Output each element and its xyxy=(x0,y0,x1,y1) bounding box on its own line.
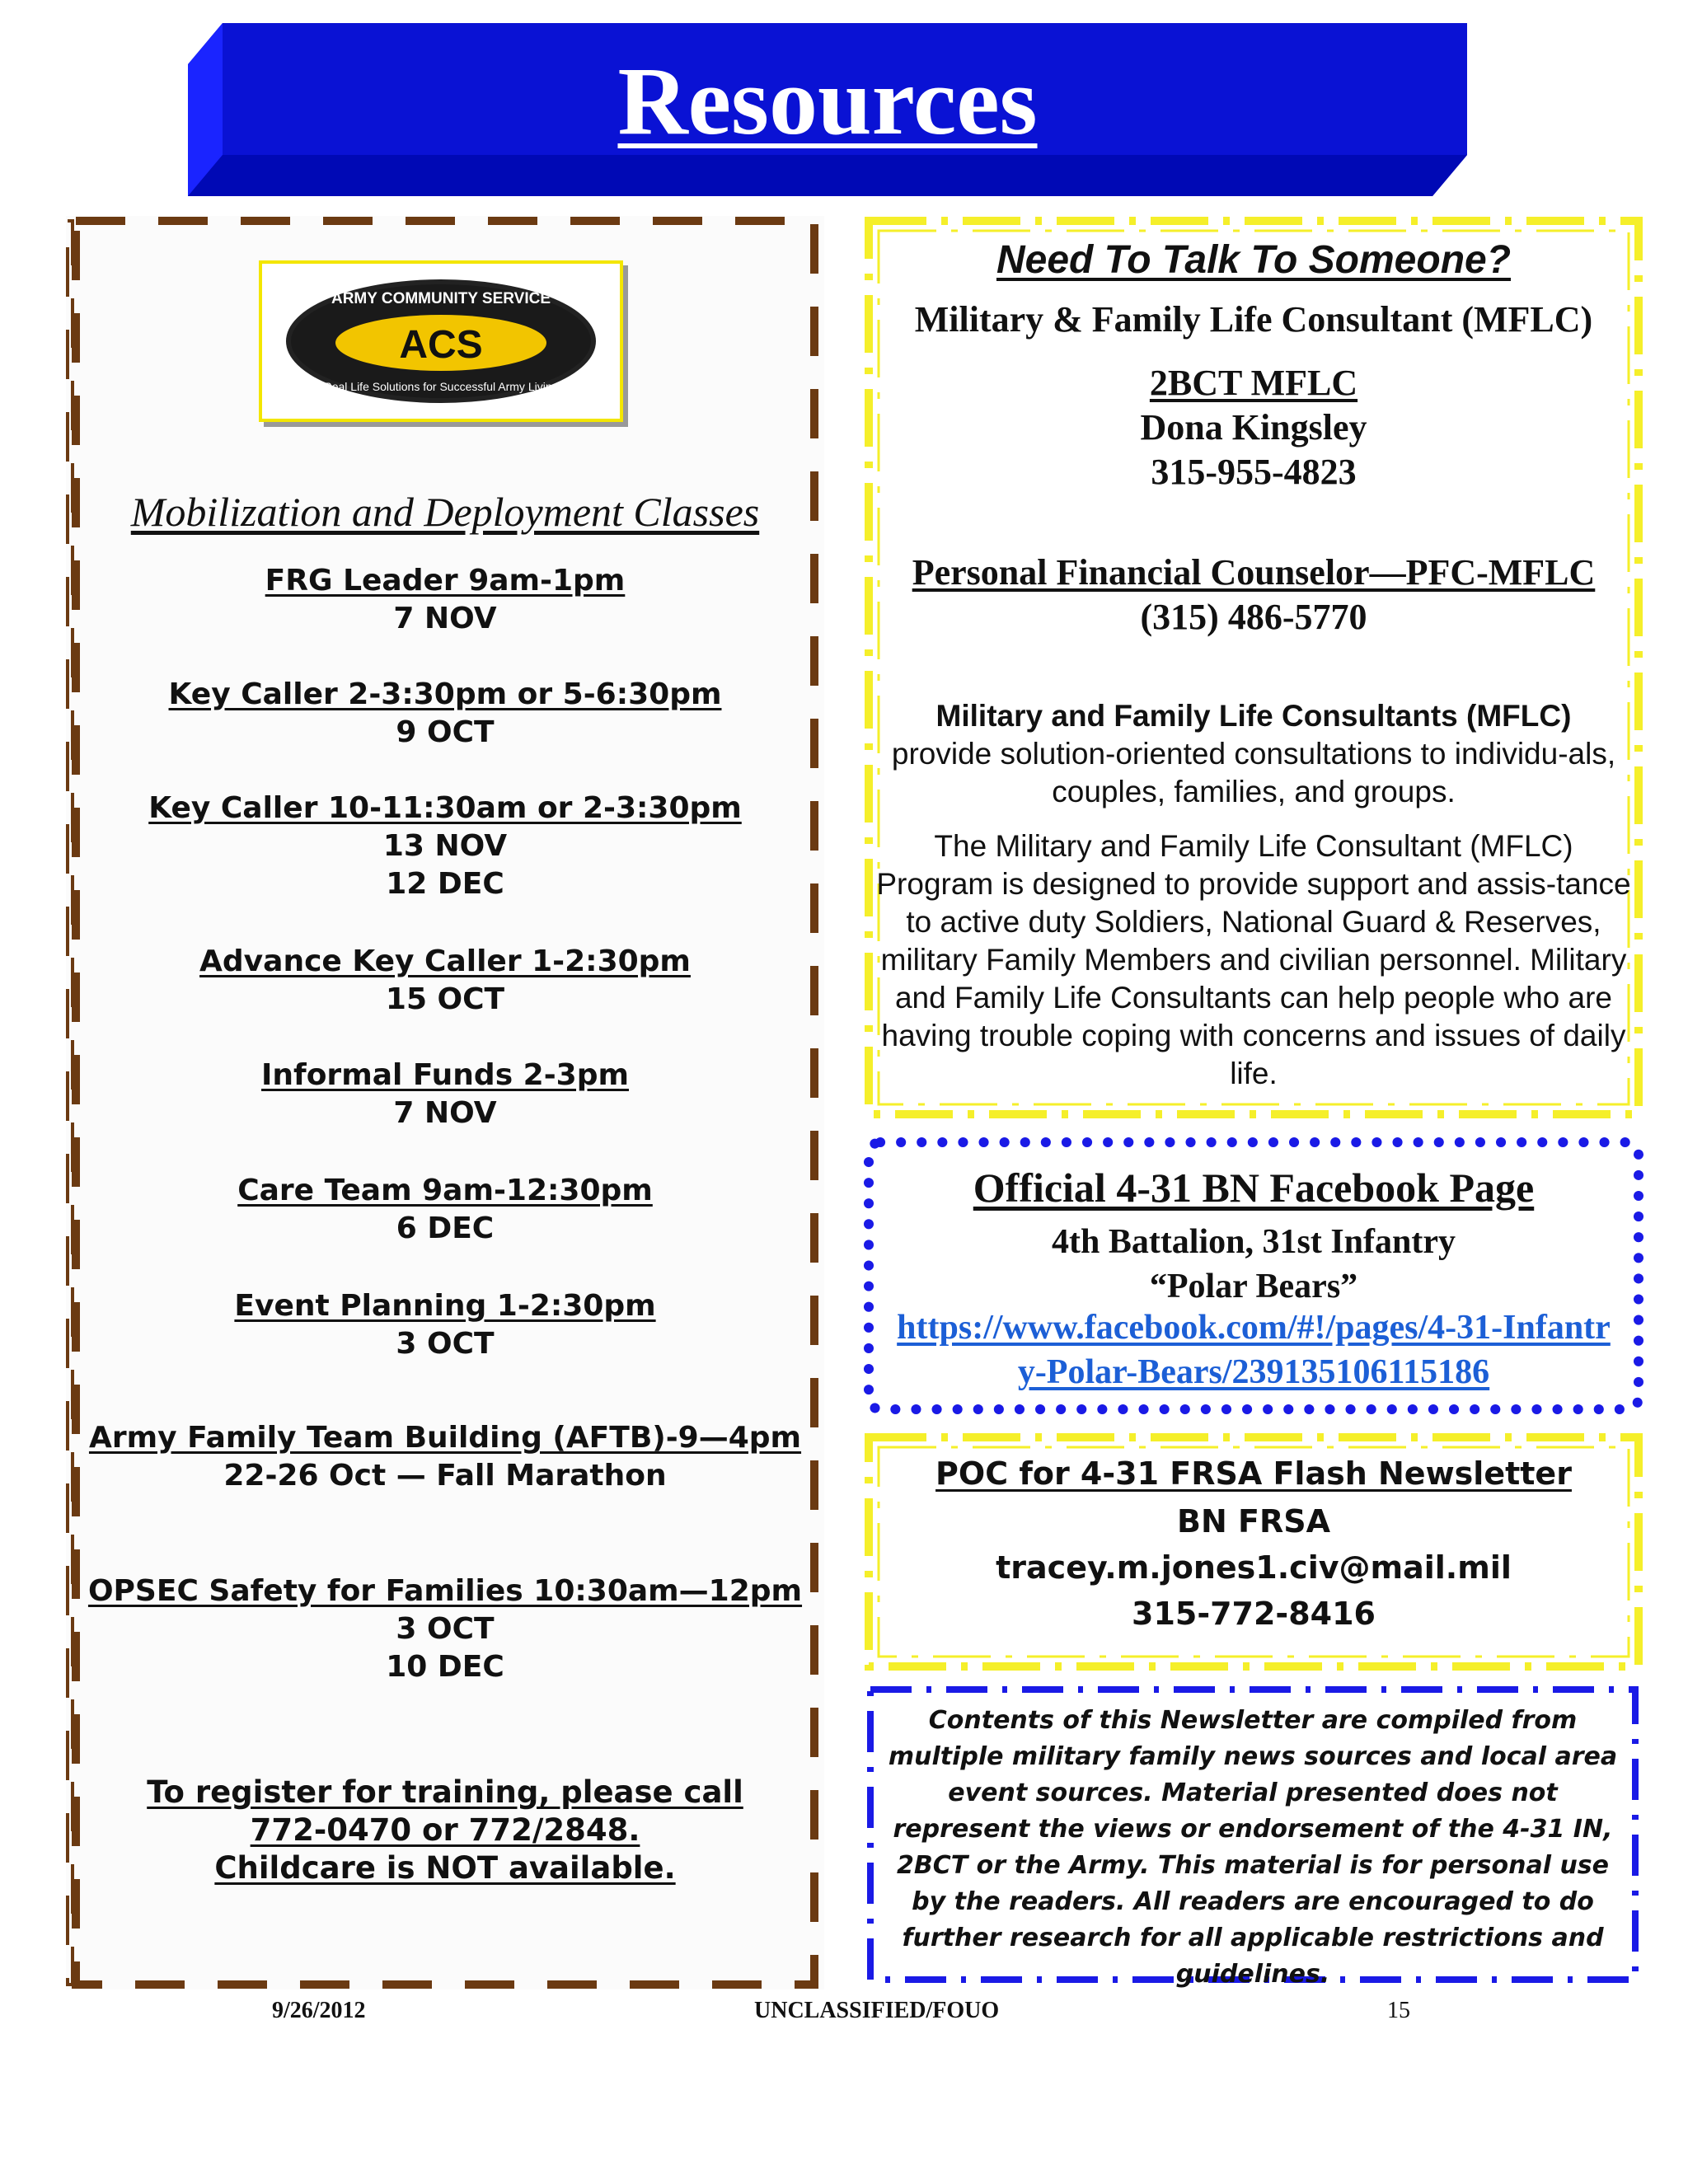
mflc-panel xyxy=(864,216,1643,1119)
class-title: Care Team 9am-12:30pm xyxy=(237,1174,653,1207)
mflc-program-text: The Military and Family Life Consultant (MFLC) Program is designed to provide support and assis-tance to active duty Soldiers, National Guard & Reserves, military Family Members and civilian personnel. Military and Family Life Consultants can help people who are having trouble coping with concerns and issues of daily life. xyxy=(876,829,1631,1090)
pfc-title: Personal Financial Counselor—PFC-MFLC xyxy=(912,552,1596,593)
class-item xyxy=(66,1572,824,1686)
class-date: 15 OCT xyxy=(385,982,505,1016)
mflc-description-rest: provide solution-oriented consultations to individu-als, couples, families, and groups. xyxy=(891,737,1616,808)
class-item xyxy=(66,1287,824,1363)
class-title: Advance Key Caller 1-2:30pm xyxy=(199,944,691,978)
mobilization-classes-panel xyxy=(66,216,824,1990)
class-item xyxy=(66,1419,824,1495)
mflc-description xyxy=(875,697,1632,811)
facebook-panel xyxy=(862,1136,1645,1416)
mflc-heading: Need To Talk To Someone? xyxy=(996,238,1512,282)
class-item xyxy=(66,943,824,1019)
page-title: Resources xyxy=(617,47,1038,155)
class-title: Key Caller 2-3:30pm or 5-6:30pm xyxy=(168,677,722,711)
poc-phone: 315-772-8416 xyxy=(1132,1596,1376,1632)
class-date: 6 DEC xyxy=(396,1212,495,1245)
bct-name: Dona Kingsley xyxy=(1140,407,1367,448)
facebook-heading: Official 4-31 BN Facebook Page xyxy=(973,1165,1535,1211)
class-title: Key Caller 10-11:30am or 2-3:30pm xyxy=(148,791,742,825)
battalion-nickname: “Polar Bears” xyxy=(1149,1268,1358,1305)
poc-role: BN FRSA xyxy=(1177,1503,1330,1540)
class-title: FRG Leader 9am-1pm xyxy=(265,564,626,598)
poc-title: POC for 4-31 FRSA Flash Newsletter xyxy=(935,1455,1572,1492)
page-number: 15 xyxy=(1387,1998,1410,2023)
class-date: 12 DEC xyxy=(386,867,504,901)
class-date: 22-26 Oct — Fall Marathon xyxy=(223,1459,667,1493)
disclaimer-panel xyxy=(867,1686,1639,1989)
class-title: OPSEC Safety for Families 10:30am—12pm xyxy=(87,1574,803,1608)
class-title: Informal Funds 2-3pm xyxy=(261,1058,629,1092)
footer-classification: UNCLASSIFIED/FOUO xyxy=(754,1998,1000,2023)
bct-title: 2BCT MFLC xyxy=(1149,363,1358,403)
mflc-subheading: Military & Family Life Consultant (MFLC) xyxy=(914,299,1593,340)
register-line: To register for training, please call xyxy=(147,1774,743,1810)
battalion-name: 4th Battalion, 31st Infantry xyxy=(1051,1223,1456,1261)
poc-panel xyxy=(864,1432,1643,1671)
register-childcare: Childcare is NOT available. xyxy=(214,1850,676,1886)
svg-text:ARMY COMMUNITY SERVICE: ARMY COMMUNITY SERVICE xyxy=(331,290,551,307)
facebook-link[interactable]: https://www.facebook.com/#!/pages/4-31-Infantry-Polar-Bears/239135106115186 xyxy=(897,1309,1611,1391)
pfc-contact xyxy=(864,551,1643,640)
class-date: 3 OCT xyxy=(396,1612,495,1646)
class-title: Army Family Team Building (AFTB)-9—4pm xyxy=(88,1421,802,1455)
poc-email[interactable]: tracey.m.jones1.civ@mail.mil xyxy=(996,1549,1512,1586)
class-item xyxy=(66,1172,824,1248)
disclaimer-text: Contents of this Newsletter are compiled from multiple military family news sources and local area event sources. Material presented does not represent the views or endorsement of the 4-31 IN, 2BCT or the Army. This material is for personal use by the readers. All readers are encouraged to do further research for all applicable restrictions and guidelines. xyxy=(888,1706,1618,1989)
class-date: 10 DEC xyxy=(386,1650,504,1684)
bct-contact xyxy=(864,361,1643,494)
class-item xyxy=(66,790,824,903)
svg-text:ACS: ACS xyxy=(399,323,483,367)
registration-info xyxy=(66,1774,824,1887)
mflc-description-lead: Military and Family Life Consultants (MFLC) xyxy=(935,699,1572,733)
class-date: 3 OCT xyxy=(396,1327,495,1361)
class-title: Event Planning 1-2:30pm xyxy=(234,1289,656,1323)
register-phone: 772-0470 or 772/2848. xyxy=(250,1812,640,1848)
pfc-phone: (315) 486-5770 xyxy=(1140,597,1367,637)
class-item xyxy=(66,1057,824,1132)
class-date: 9 OCT xyxy=(396,715,495,749)
class-date: 13 NOV xyxy=(382,829,508,863)
resources-banner xyxy=(188,23,1467,196)
battalion-info xyxy=(862,1220,1645,1309)
svg-text:Real Life Solutions for Succes: Real Life Solutions for Successful Army Living xyxy=(323,380,559,393)
class-item xyxy=(66,676,824,752)
classes-heading: Mobilization and Deployment Classes xyxy=(130,489,760,535)
bct-phone: 315-955-4823 xyxy=(1151,452,1357,492)
footer-date: 9/26/2012 xyxy=(272,1998,366,2023)
class-item xyxy=(66,562,824,638)
class-date: 7 NOV xyxy=(393,602,497,635)
acs-logo xyxy=(259,260,623,422)
class-date: 7 NOV xyxy=(393,1096,497,1130)
